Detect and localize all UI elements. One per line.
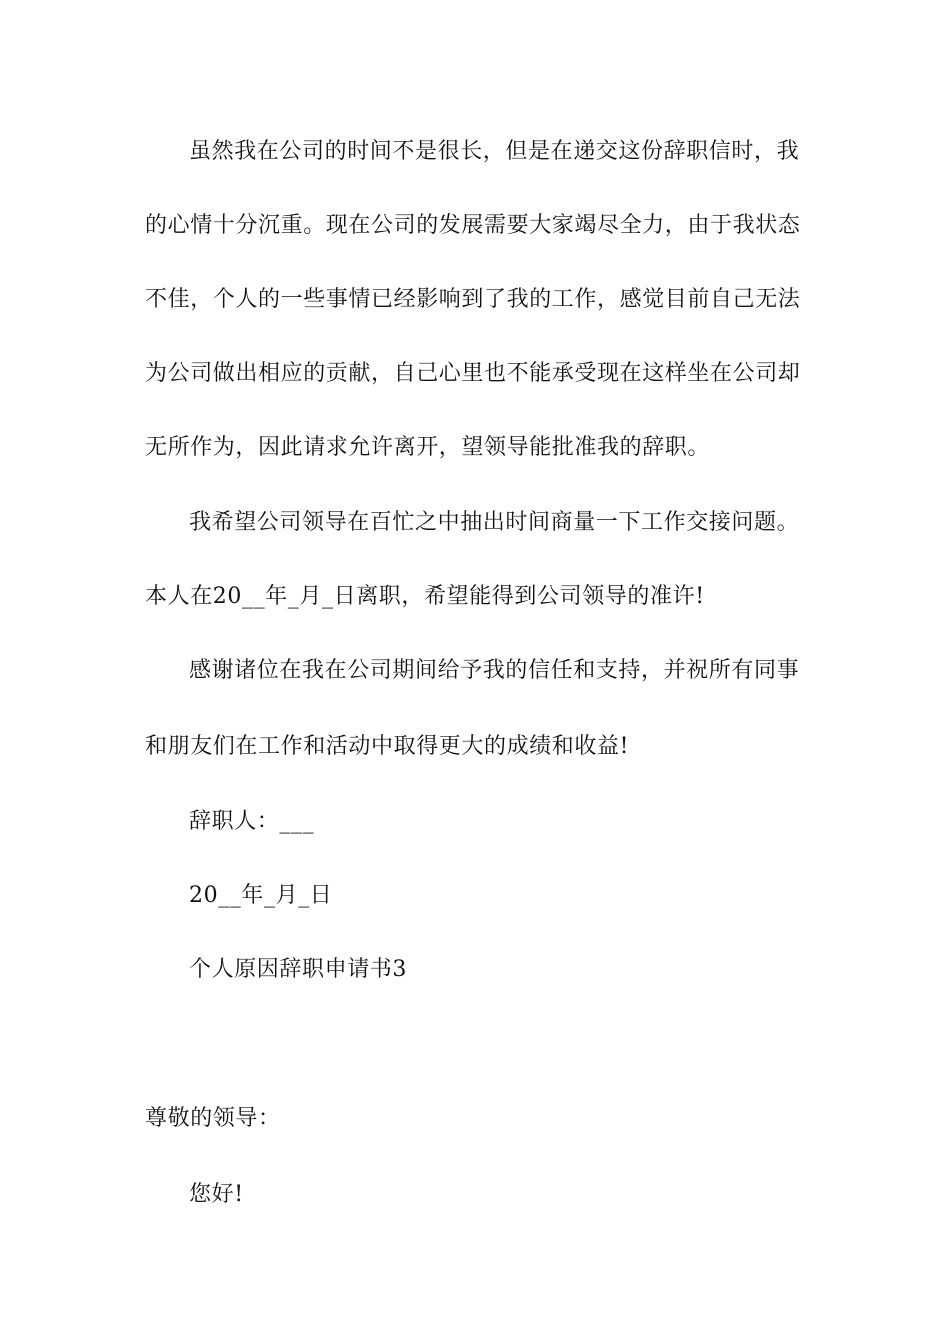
signature-line: 辞职人：___ bbox=[189, 809, 315, 834]
paragraph-2-line-2: 本人在20__年_月_日离职，希望能得到公司领导的准许! bbox=[145, 584, 705, 609]
greeting: 您好! bbox=[189, 1182, 244, 1207]
salutation: 尊敬的领导： bbox=[145, 1106, 281, 1131]
date-line: 20__年_月_日 bbox=[189, 883, 333, 908]
paragraph-1-line-3: 不佳，个人的一些事情已经影响到了我的工作，感觉目前自己无法 bbox=[145, 287, 801, 312]
next-letter-title: 个人原因辞职申请书3 bbox=[189, 957, 407, 982]
paragraph-1-line-5: 无所作为，因此请求允许离开，望领导能批准我的辞职。 bbox=[145, 435, 711, 460]
paragraph-3-line-1: 感谢诸位在我在公司期间给予我的信任和支持，并祝所有同事 bbox=[189, 658, 800, 683]
paragraph-1-line-4: 为公司做出相应的贡献，自己心里也不能承受现在这样坐在公司却 bbox=[145, 361, 801, 386]
paragraph-3-line-2: 和朋友们在工作和活动中取得更大的成绩和收益! bbox=[145, 734, 630, 759]
paragraph-2-line-1: 我希望公司领导在百忙之中抽出时间商量一下工作交接问题。 bbox=[189, 510, 800, 535]
paragraph-1-line-1: 虽然我在公司的时间不是很长，但是在递交这份辞职信时，我 bbox=[189, 139, 800, 164]
paragraph-1-line-2: 的心情十分沉重。现在公司的发展需要大家竭尽全力，由于我状态 bbox=[145, 213, 801, 238]
